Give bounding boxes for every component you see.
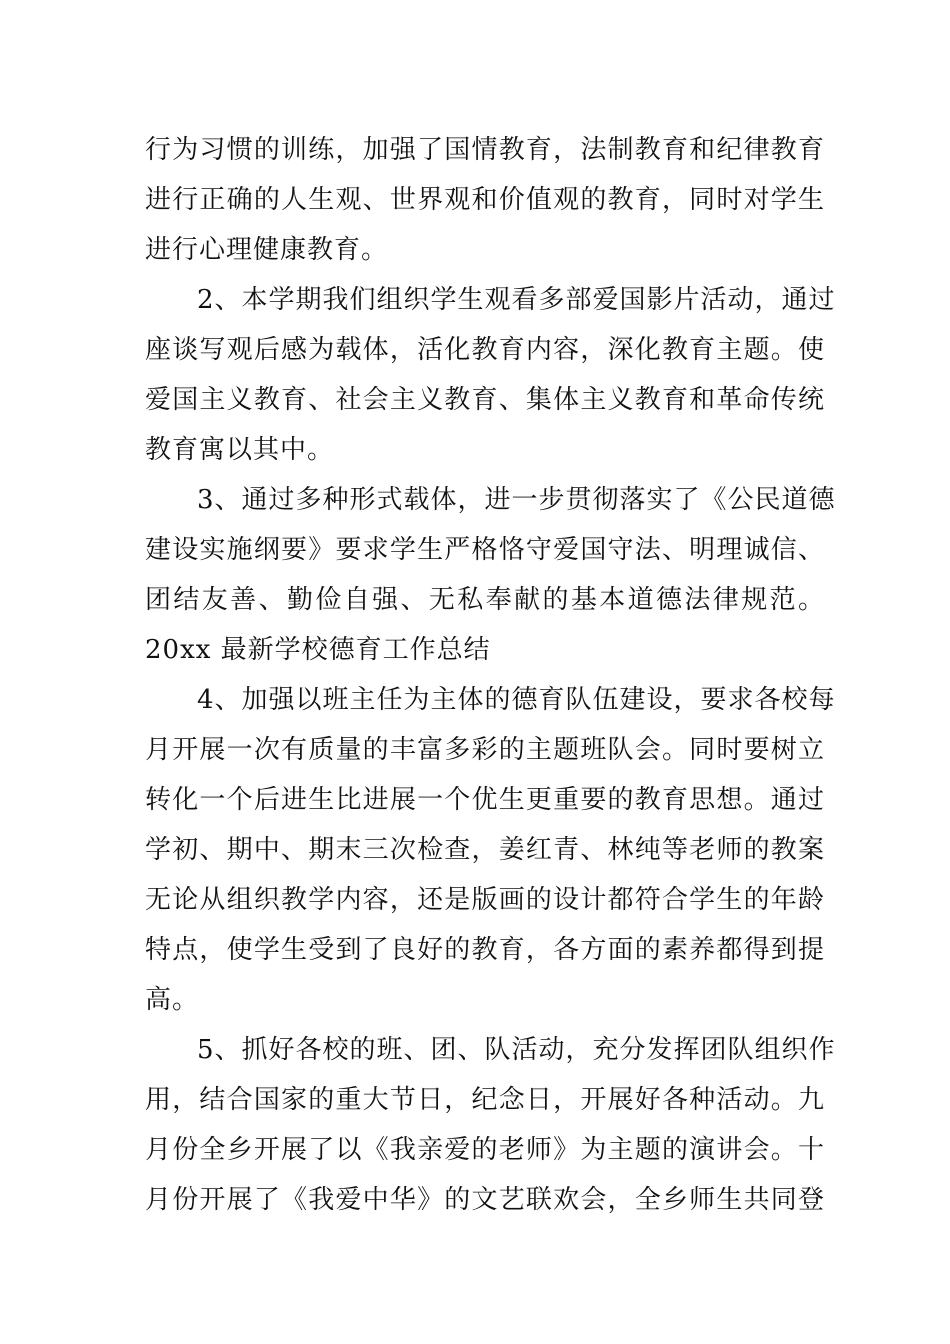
inline-heading: 20xx 最新学校德育工作总结 bbox=[145, 635, 491, 665]
paragraph-start-line: 4、加强以班主任为主体的德育队伍建设，要求各校每 bbox=[197, 685, 836, 715]
text-line: 学初、期中、期末三次检查，姜红青、林纯等老师的教案 bbox=[145, 835, 825, 865]
paragraph-start-line: 3、通过多种形式载体，进一步贯彻落实了《公民道德 bbox=[197, 485, 836, 515]
paragraph-start-line: 2、本学期我们组织学生观看多部爱国影片活动，通过 bbox=[197, 285, 836, 315]
text-line: 教育寓以其中。 bbox=[145, 435, 335, 465]
text-line: 团结友善、勤俭自强、无私奉献的基本道德法律规范。 bbox=[145, 585, 825, 615]
text-line: 进行心理健康教育。 bbox=[145, 235, 389, 265]
text-line: 爱国主义教育、社会主义教育、集体主义教育和革命传统 bbox=[145, 385, 825, 415]
text-line: 月份开展了《我爱中华》的文艺联欢会，全乡师生共同登 bbox=[145, 1185, 825, 1215]
text-line: 建设实施纲要》要求学生严格恪守爱国守法、明理诚信、 bbox=[145, 535, 825, 565]
paragraph-start-line: 5、抓好各校的班、团、队活动，充分发挥团队组织作 bbox=[197, 1035, 836, 1065]
text-line: 无论从组织教学内容，还是版画的设计都符合学生的年龄 bbox=[145, 885, 825, 915]
text-line: 特点，使学生受到了良好的教育，各方面的素养都得到提 bbox=[145, 935, 825, 965]
text-line: 月份全乡开展了以《我亲爱的老师》为主题的演讲会。十 bbox=[145, 1135, 825, 1165]
text-line: 转化一个后进生比进展一个优生更重要的教育思想。通过 bbox=[145, 785, 825, 815]
text-line: 高。 bbox=[145, 985, 200, 1015]
text-line: 行为习惯的训练，加强了国情教育，法制教育和纪律教育 bbox=[145, 135, 825, 165]
text-line: 座谈写观后感为载体，活化教育内容，深化教育主题。使 bbox=[145, 335, 825, 365]
text-line: 用，结合国家的重大节日，纪念日，开展好各种活动。九 bbox=[145, 1085, 825, 1115]
text-line: 月开展一次有质量的丰富多彩的主题班队会。同时要树立 bbox=[145, 735, 825, 765]
text-line: 进行正确的人生观、世界观和价值观的教育，同时对学生 bbox=[145, 185, 825, 215]
